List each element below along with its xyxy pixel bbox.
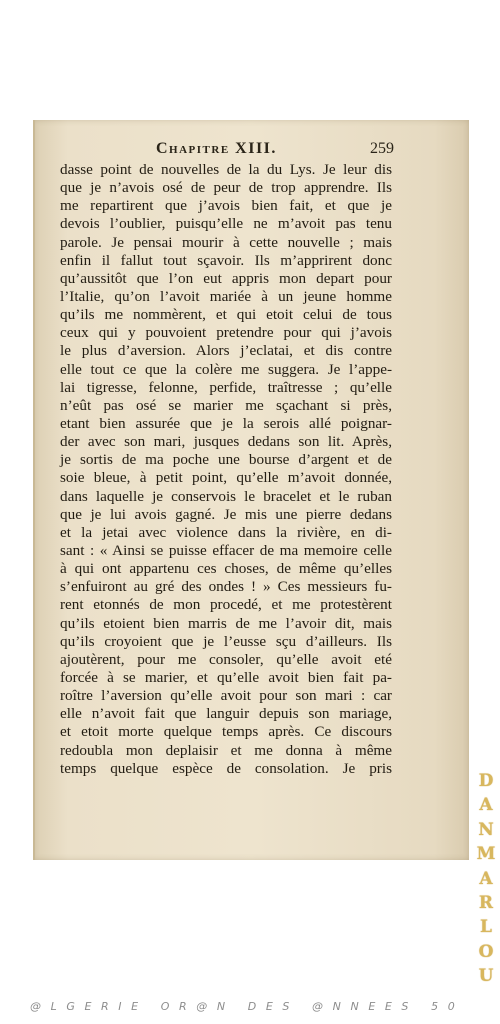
text-line: sant : « Ainsi se puisse effacer de ma memoire celle bbox=[60, 541, 392, 559]
text-line: qu’ils etoient bien marris de me l’avoir dit, mais bbox=[60, 614, 392, 632]
text-line: je sortis de ma poche une bourse d’argent et de bbox=[60, 451, 392, 469]
text-line: devois l’oublier, puisqu’elle ne m’avoit pas tenu bbox=[60, 215, 392, 233]
text-line: der avec son mari, jusques dedans son lit. Après, bbox=[60, 433, 392, 451]
watermark-letter: U bbox=[478, 966, 494, 986]
text-line: temps quelque espèce de consolation. Je pris bbox=[60, 759, 392, 777]
text-line: ceux qui y pouvoient pretendre pour qui j’avois bbox=[60, 324, 392, 342]
text-line: lai tigresse, felonne, perfide, traîtresse ; qu’elle bbox=[60, 378, 392, 396]
text-line: à qui ont appartenu ces choses, de même qu’elles bbox=[60, 560, 392, 578]
text-line: et etoit morte quelque temps après. Ce discours bbox=[60, 723, 392, 741]
text-line: me repartirent que j’avois bien fait, et que je bbox=[60, 197, 392, 215]
text-line: forcée à se marier, et qu’elle avoit bien fait pa- bbox=[60, 668, 392, 686]
text-line: le plus d’aversion. Alors j’eclatai, et dis contre bbox=[60, 342, 392, 360]
text-line: qu’ils me nommèrent, et qui etoit celui de tous bbox=[60, 306, 392, 324]
text-line: dasse point de nouvelles de la du Lys. Je leur dis bbox=[60, 161, 392, 178]
text-line: enfin il fallut tout sçavoir. Ils m’apprirent donc bbox=[60, 251, 392, 269]
page-number: 259 bbox=[370, 140, 394, 157]
text-line: s’enfuiront au gré des ondes ! » Ces messieurs fu- bbox=[60, 578, 392, 596]
text-line: qu’aussitôt que l’on eut appris mon depart pour bbox=[60, 269, 392, 287]
text-line: elle tout ce que la colère me suggera. Je l’appe- bbox=[60, 360, 392, 378]
watermark-letter: R bbox=[478, 892, 494, 913]
chapter-title: Chapitre XIII. bbox=[156, 140, 277, 157]
footer-watermark: @LGERIE OR@N DES @NNEES 50 bbox=[30, 1000, 465, 1013]
text-line: parole. Je pensai mourir à cette nouvelle ; mais bbox=[60, 233, 392, 251]
text-line: dans laquelle je conservois le bracelet et le ruban bbox=[60, 487, 392, 505]
watermark-letter: O bbox=[478, 941, 494, 962]
text-line: n’eût pas osé se marier me sçachant si près, bbox=[60, 396, 392, 414]
body-text bbox=[60, 161, 392, 778]
vertical-watermark bbox=[474, 772, 498, 986]
running-head bbox=[60, 138, 394, 160]
text-line: redoubla mon deplaisir et me donna à même bbox=[60, 741, 392, 759]
watermark-letter: A bbox=[479, 868, 493, 889]
text-line: que je lui avois gagné. Je mis une pierre dedans bbox=[60, 505, 392, 523]
text-line: l’Italie, qu’on l’avoit mariée à un jeune homme bbox=[60, 287, 392, 305]
text-line: qu’ils croyoient que je l’eusse sçu d’ailleurs. Ils bbox=[60, 632, 392, 650]
text-line: ajoutèrent, pour me consoler, qu’elle avoit eté bbox=[60, 650, 392, 668]
page-edge bbox=[33, 120, 35, 860]
text-line: et la jetai avec violence dans la rivière, en di- bbox=[60, 523, 392, 541]
watermark-letter: D bbox=[478, 771, 494, 791]
watermark-letter: A bbox=[479, 795, 493, 816]
text-line: etant bien assurée que je la serois allé poignar- bbox=[60, 414, 392, 432]
text-line: elle n’avoit fait que languir depuis son mariage, bbox=[60, 705, 392, 723]
watermark-letter: L bbox=[480, 917, 492, 938]
text-line: roître l’aversion qu’elle avoit pour son mari : car bbox=[60, 687, 392, 705]
watermark-letter: M bbox=[476, 844, 496, 865]
text-line: soie bleue, à petit point, qu’elle m’avoit donnée, bbox=[60, 469, 392, 487]
watermark-letter: N bbox=[478, 819, 494, 840]
text-line: que je n’avois osé de peur de trop apprendre. Ils bbox=[60, 179, 392, 197]
text-line: rent etonnés de mon procedé, et me protestèrent bbox=[60, 596, 392, 614]
